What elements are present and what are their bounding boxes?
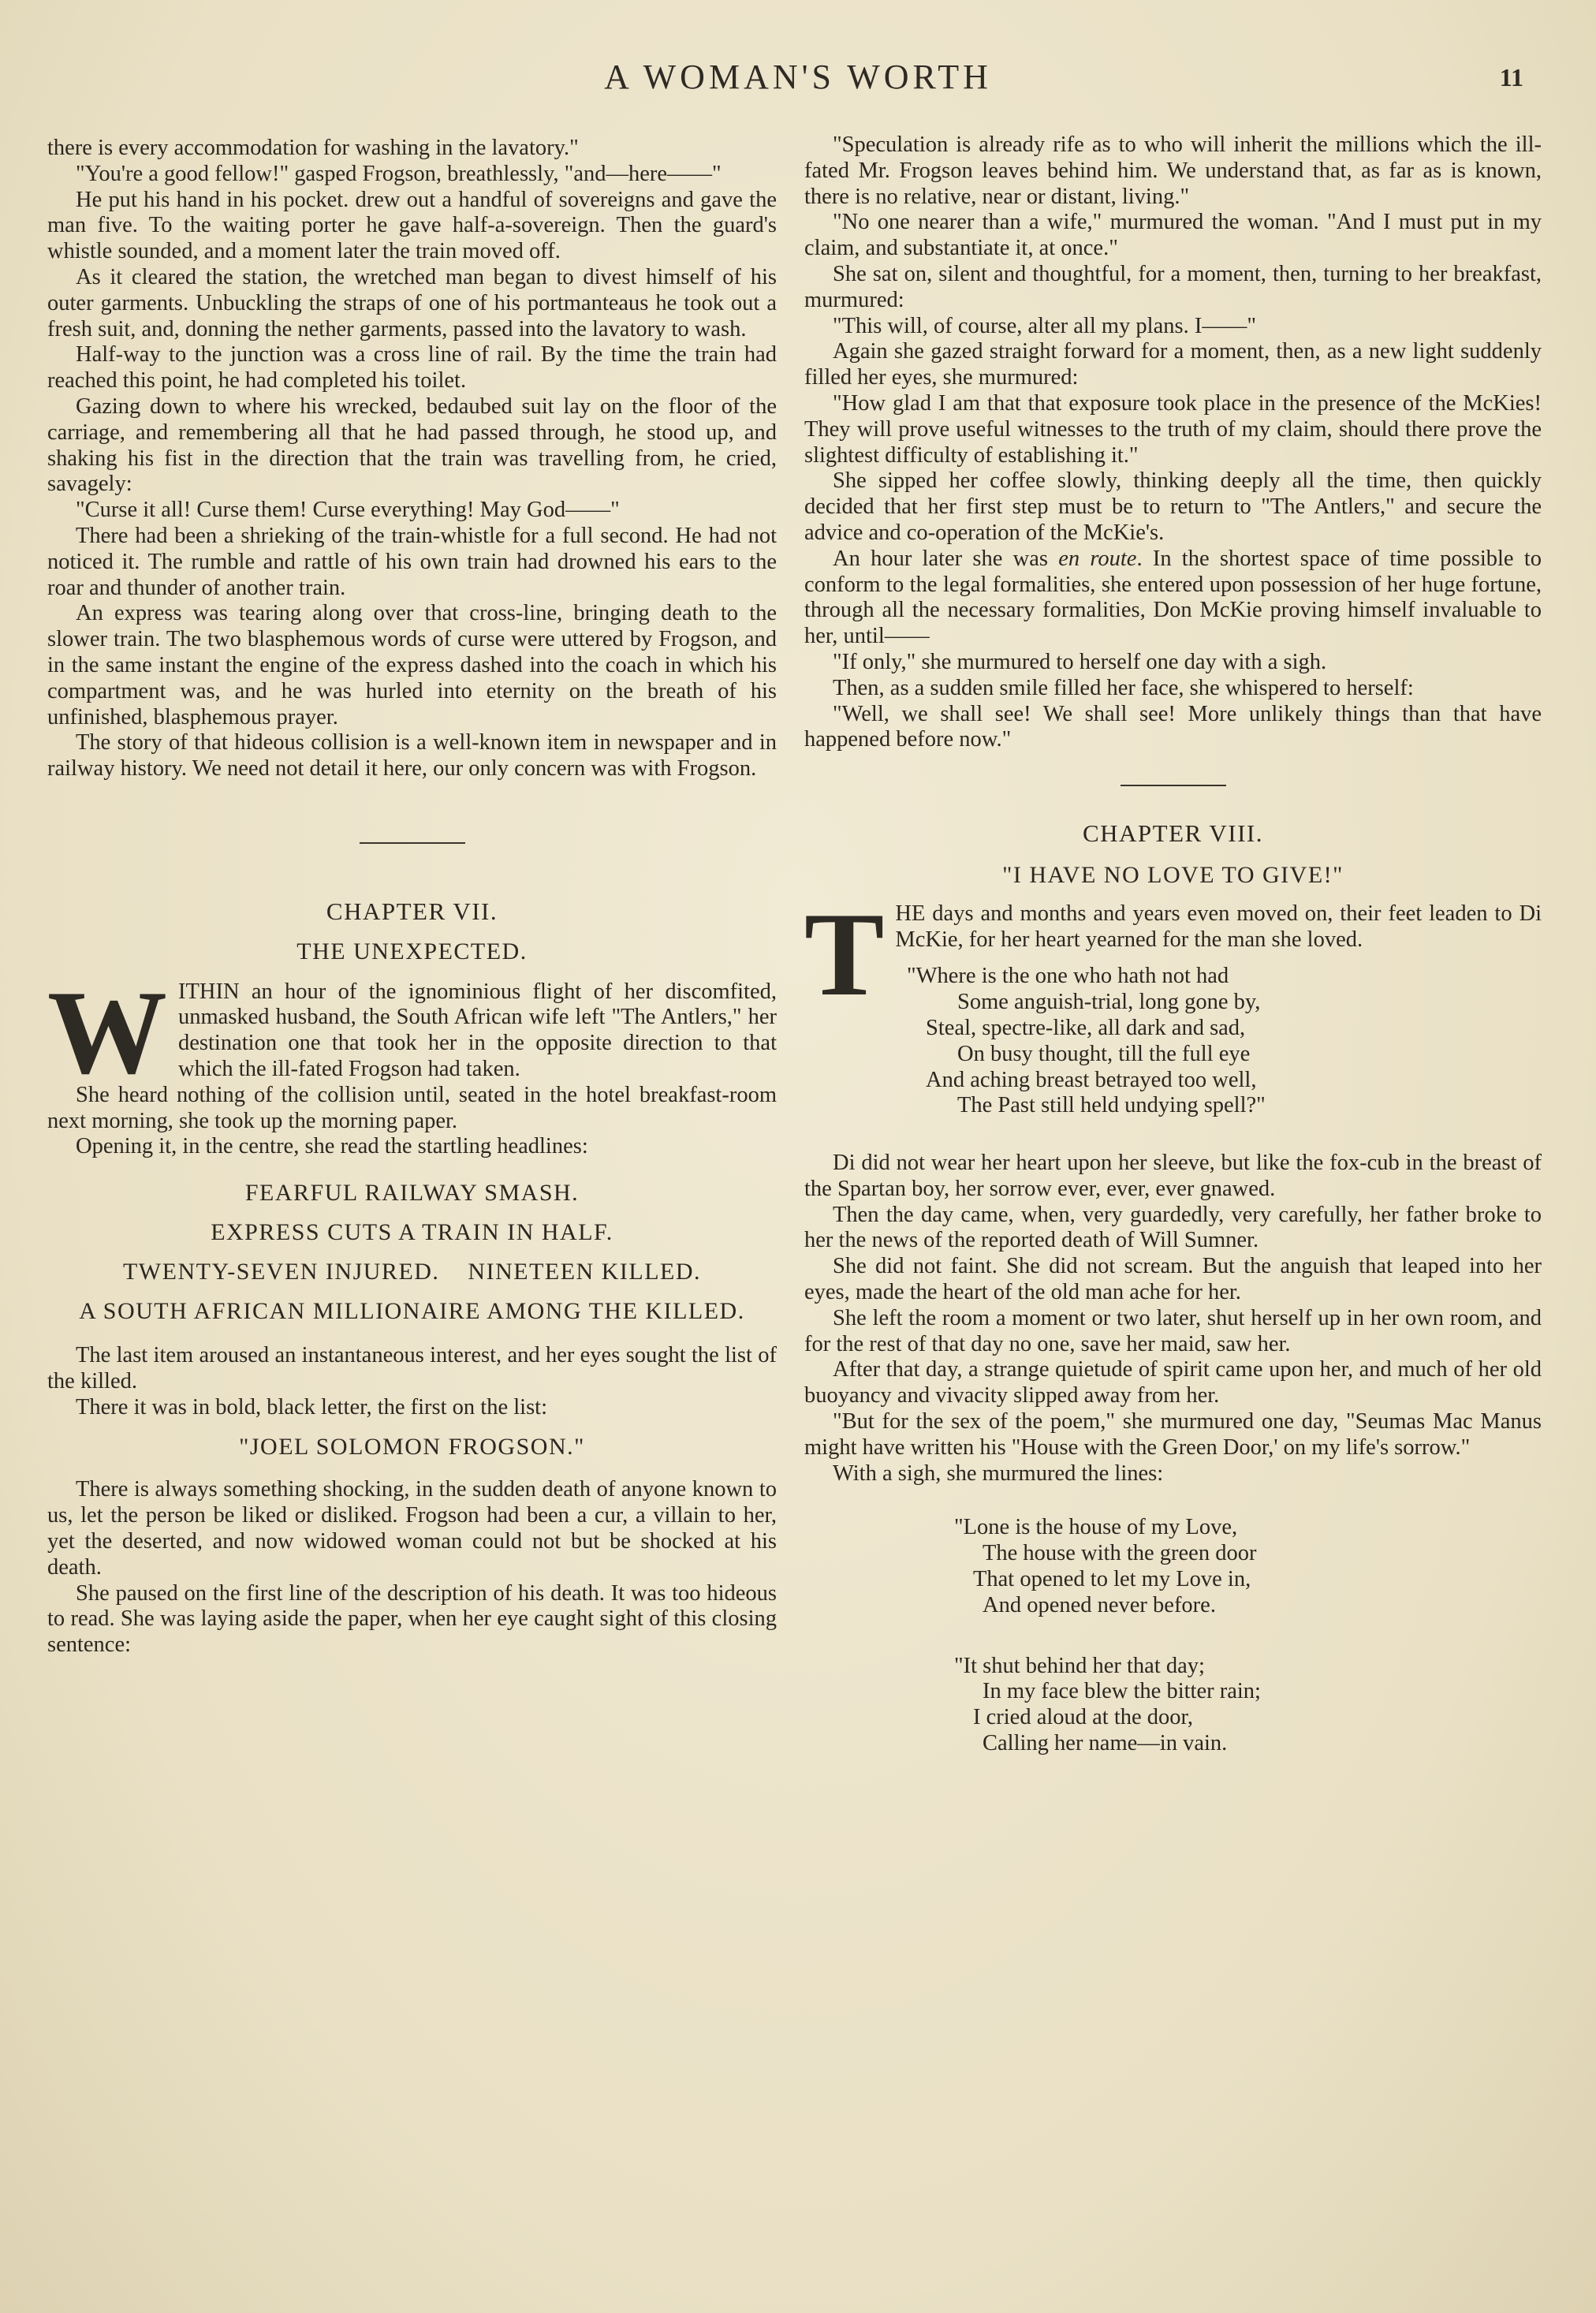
drop-cap: T <box>804 887 885 1020</box>
paragraph: The last item aroused an instantaneous interest, and her eyes sought the list of the killed. <box>47 1343 777 1393</box>
paragraph: There had been a shrieking of the train-whistle for a full second. He had not noticed it. The rumble and rattle of his own train had drowned his ears to the roar and thunder of another train. <box>47 523 777 600</box>
paragraph: "But for the sex of the poem," she murmured one day, "Seumas Mac Manus might have written his "House with the Green Door,' on my life's sorrow." <box>804 1409 1542 1460</box>
poem-line: The house with the green door <box>983 1541 1257 1566</box>
paragraph: "Well, we shall see! We shall see! More unlikely things than that have happened before now." <box>804 701 1542 752</box>
paragraph-text: . In the shortest space of time possible to conform to the legal formalities, she entered upon possession of her huge fortune, through all the necessary formalities, Don McKie proving himself invaluable to her, until—— <box>804 546 1542 649</box>
poem-line: That opened to let my Love in, <box>973 1567 1251 1592</box>
paragraph: "Curse it all! Curse them! Curse everything! May God——" <box>76 498 620 523</box>
opening-text: ITHIN an hour of the ignominious flight of her discomfited, unmasked husband, the South African wife left "The Antlers," her destination one that took her in the opposite direction to that which the ill-fated Frogson had taken. <box>178 979 777 1081</box>
poem-line: And opened never before. <box>983 1592 1216 1617</box>
paragraph: Gazing down to where his wrecked, bedaubed suit lay on the floor of the carriage, and remembering all that he had passed through, he stood up, and shaking his fist in the direction that the train was travelling from, he cried, savagely: <box>47 394 777 497</box>
paragraph <box>804 547 1542 650</box>
poem-line: I cried aloud at the door, <box>973 1705 1194 1730</box>
opening-paragraph <box>47 965 777 1099</box>
paragraph: As it cleared the station, the wretched man began to divest himself of his outer garments. Unbuckling the straps of one of his portmanteaus he took out a fresh suit, and, donning the nether garments, passed into the lavatory to wash. <box>47 264 777 341</box>
victim-name: "JOEL SOLOMON FROGSON." <box>239 1434 585 1461</box>
paragraph: She sipped her coffee slowly, thinking deeply all the time, then quickly decided that her first step must be to return to "The Antlers," and secure the advice and co-operation of the McKie's. <box>804 468 1542 545</box>
poem-line: Some anguish-trial, long gone by, <box>957 990 1261 1015</box>
paragraph: She sat on, silent and thoughtful, for a moment, then, turning to her breakfast, murmured: <box>804 261 1542 312</box>
paragraph: "If only," she murmured to herself one day with a sigh. <box>833 649 1327 674</box>
poem-line: And aching breast betrayed too well, <box>926 1067 1257 1092</box>
paragraph: Half-way to the junction was a cross line of rail. By the time the train had reached this point, he had completed his toilet. <box>47 342 777 394</box>
left-column <box>47 136 777 1658</box>
paragraph: Again she gazed straight forward for a moment, then, as a new light suddenly filled her eyes, she murmured: <box>804 339 1542 390</box>
chapter-title: THE UNEXPECTED. <box>296 938 528 964</box>
paragraph: With a sigh, she murmured the lines: <box>833 1461 1164 1486</box>
poem <box>804 1515 1542 1756</box>
paragraph: Then, as a sudden smile filled her face, she whispered to herself: <box>833 675 1414 700</box>
italic-phrase: en route <box>1058 546 1137 571</box>
paragraph: "You're a good fellow!" gasped Frogson, breathlessly, "and—here——" <box>76 161 722 186</box>
paragraph: He put his hand in his pocket. drew out a handful of sovereigns and gave the man five. To the waiting porter he gave half-a-sovereign. Then the guard's whistle sounded, and a moment later the train moved off. <box>47 187 777 264</box>
paragraph: She did not faint. She did not scream. But the anguish that leaped into her eyes, made the heart of the old man ache for her. <box>804 1254 1542 1305</box>
poem-line: Steal, spectre-like, all dark and sad, <box>926 1015 1246 1040</box>
drop-cap: W <box>47 965 167 1099</box>
paragraph: "How glad I am that that exposure took place in the presence of the McKies! They will prove useful witnesses to the truth of my claim, should there prove the slightest difficulty of establishing it." <box>804 390 1542 468</box>
newspaper-headline: FEARFUL RAILWAY SMASH. <box>244 1180 580 1207</box>
paragraph: The story of that hideous collision is a well-known item in newspaper and in railway history. We need not detail it here, our only concern was with Frogson. <box>47 730 777 782</box>
opening-text: HE days and months and years even moved on, their feet leaden to Di McKie, for her heart yearned for the man she loved. <box>895 901 1542 952</box>
poem-line: "It shut behind her that day; <box>954 1653 1205 1678</box>
poem-line: "Where is the one who hath not had <box>907 964 1229 989</box>
poem-line: The Past still held undying spell?" <box>957 1093 1266 1118</box>
right-column <box>804 132 1542 1757</box>
paragraph-text: An hour later she was <box>833 546 1059 571</box>
poem-line: "Lone is the house of my Love, <box>954 1515 1238 1540</box>
paragraph: Opening it, in the centre, she read the startling headlines: <box>76 1134 588 1159</box>
paragraph: An express was tearing along over that cross-line, bringing death to the slower train. The two blasphemous words of curse were uttered by Frogson, and in the same instant the engine of the express dashed into the coach in which his compartment was, and he was hurled into eternity on the breath of his unfinished, blasphemous prayer. <box>47 601 777 729</box>
paragraph: After that day, a strange quietude of spirit came upon her, and much of her old buoyancy and vivacity slipped away from her. <box>804 1357 1542 1408</box>
poem-line: In my face blew the bitter rain; <box>983 1679 1261 1704</box>
poem-line: On busy thought, till the full eye <box>957 1041 1251 1066</box>
newspaper-headline: EXPRESS CUTS A TRAIN IN HALF. <box>211 1219 613 1246</box>
paragraph: There is always something shocking, in the sudden death of anyone known to us, let the person be liked or disliked. Frogson had been a cur, a villain to her, yet the deserted, and now widowed woman could not but be shocked at his death. <box>47 1477 777 1580</box>
poem <box>804 964 1542 1119</box>
paragraph: She heard nothing of the collision until, seated in the hotel breakfast-room next morning, she took up the morning paper. <box>47 1082 777 1133</box>
newspaper-headline: A SOUTH AFRICAN MILLIONAIRE AMONG THE KILLED. <box>79 1298 745 1325</box>
page-number: 11 <box>1499 63 1523 91</box>
chapter-title: "I HAVE NO LOVE TO GIVE!" <box>1002 861 1344 888</box>
paragraph: "This will, of course, alter all my plans. I——" <box>833 313 1256 338</box>
paragraph: She paused on the first line of the description of his death. It was too hideous to read. She was laying aside the paper, when her eye caught sight of this closing sentence: <box>47 1580 777 1658</box>
paragraph: Then the day came, when, very guardedly, very carefully, her father broke to her the news of the reported death of Will Sumner. <box>804 1202 1542 1253</box>
paragraph: "Speculation is already rife as to who will inherit the millions which the ill-fated Mr. Frogson leaves behind him. We understand that, as far as is known, there is no relative, near or distant, living." <box>804 132 1542 209</box>
chapter-number: CHAPTER VIII. <box>1082 819 1264 848</box>
newspaper-headline: TWENTY-SEVEN INJURED. NINETEEN KILLED. <box>122 1259 702 1285</box>
paragraph: "No one nearer than a wife," murmured the woman. "And I must put in my claim, and substantiate it, at once." <box>804 210 1542 261</box>
running-title: A WOMAN'S WORTH <box>604 58 992 96</box>
chapter-number: CHAPTER VII. <box>326 897 498 925</box>
paragraph: there is every accommodation for washing in the lavatory." <box>47 136 579 160</box>
paragraph: There it was in bold, black letter, the first on the list: <box>76 1394 547 1420</box>
paragraph: She left the room a moment or two later, shut herself up in her own room, and for the rest of that day no one, save her maid, saw her. <box>804 1305 1542 1356</box>
paragraph: Di did not wear her heart upon her sleeve, but like the fox-cub in the breast of the Spartan boy, her sorrow ever, ever, ever gnawed. <box>804 1151 1542 1201</box>
poem-line: Calling her name—in vain. <box>983 1731 1228 1756</box>
